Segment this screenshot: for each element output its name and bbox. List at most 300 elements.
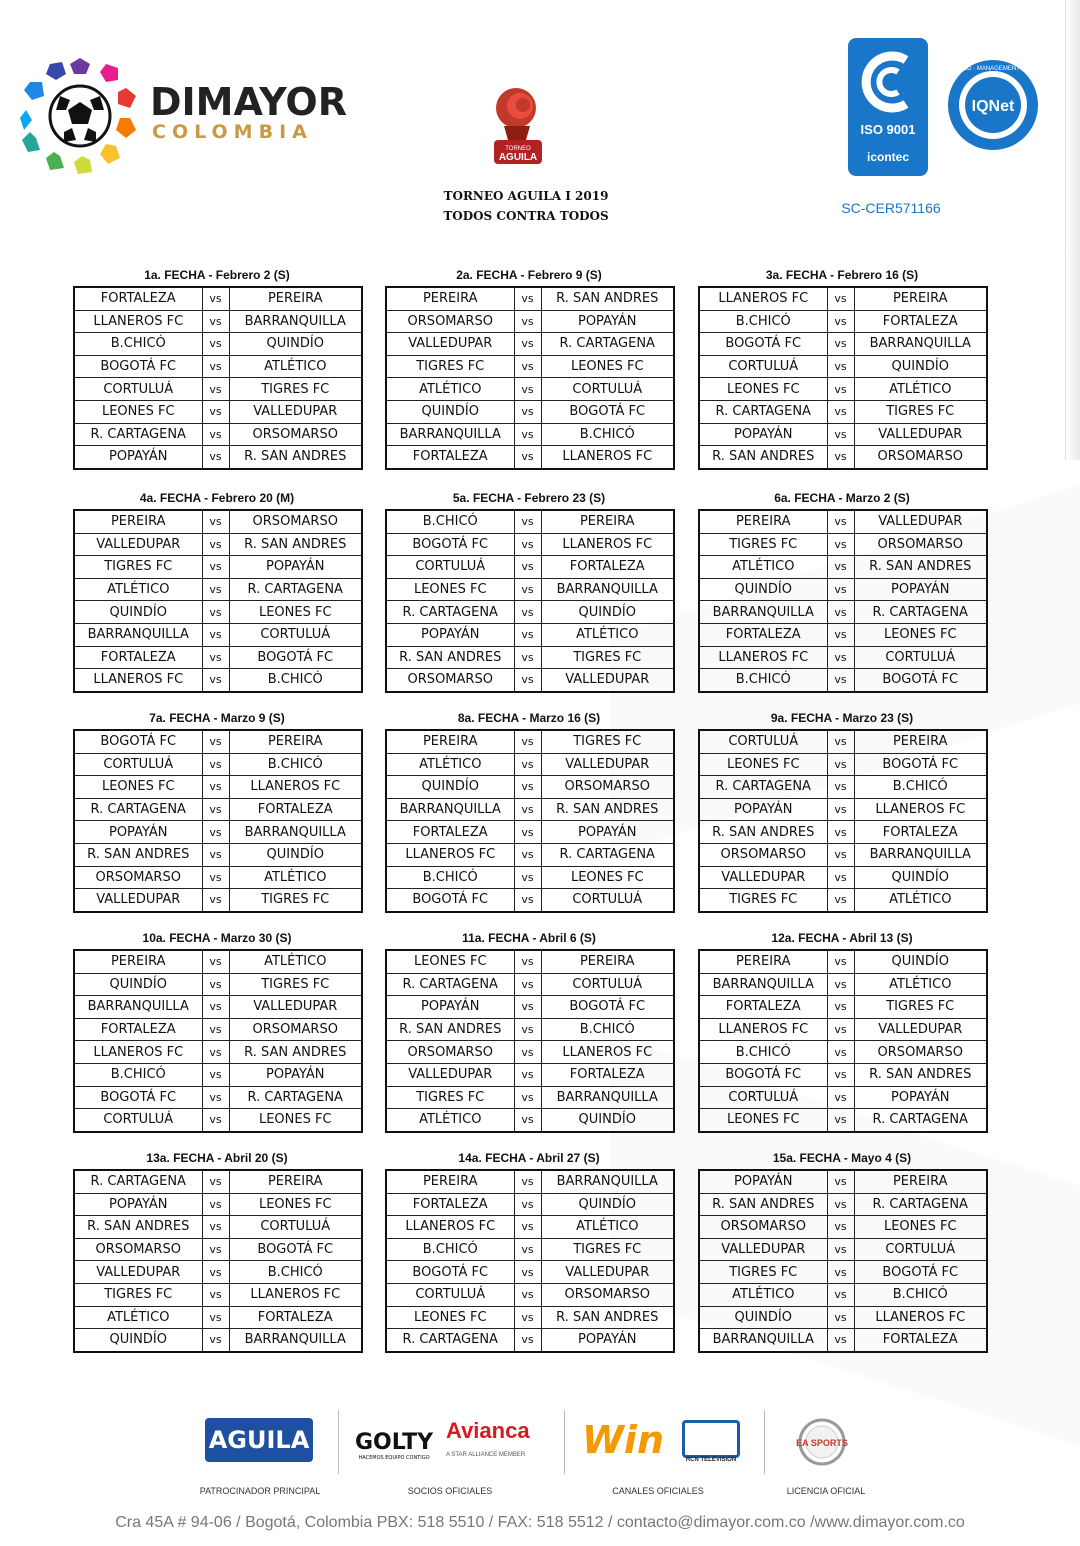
away-team: TIGRES FC: [229, 889, 362, 912]
away-team: QUINDÍO: [229, 333, 362, 356]
avianca-logo: [446, 1418, 530, 1458]
away-team: BOGOTÁ FC: [541, 996, 674, 1019]
home-team: PEREIRA: [386, 287, 514, 310]
match-row: [74, 866, 362, 889]
versus: vs: [827, 1170, 854, 1193]
away-team: QUINDÍO: [854, 866, 987, 889]
versus: vs: [514, 669, 541, 692]
versus: vs: [827, 1306, 854, 1329]
home-team: BARRANQUILLA: [74, 623, 202, 646]
match-row: [74, 578, 362, 601]
match-row: [74, 646, 362, 669]
versus: vs: [202, 776, 229, 799]
match-row: [74, 1063, 362, 1086]
match-table: [385, 509, 675, 693]
match-row: [74, 400, 362, 423]
round-block: [385, 931, 673, 1133]
match-row: [386, 287, 674, 310]
away-team: R. SAN ANDRES: [229, 446, 362, 469]
away-team: PEREIRA: [541, 950, 674, 973]
versus: vs: [202, 843, 229, 866]
match-row: [74, 730, 362, 753]
match-row: [74, 1170, 362, 1193]
away-team: LEONES FC: [229, 601, 362, 624]
match-row: [699, 866, 987, 889]
avianca-name: Avianca: [446, 1418, 530, 1443]
away-team: FORTALEZA: [854, 310, 987, 333]
match-table: [698, 1169, 988, 1353]
round-title: 1a. FECHA - Febrero 2 (S): [144, 268, 290, 282]
home-team: R. SAN ANDRES: [386, 646, 514, 669]
round-block: [385, 711, 673, 913]
home-team: B.CHICÓ: [386, 1238, 514, 1261]
iqnet-label: IQNet: [971, 98, 1015, 115]
home-team: VALLEDUPAR: [74, 889, 202, 912]
home-team: FORTALEZA: [386, 821, 514, 844]
home-team: R. SAN ANDRES: [74, 843, 202, 866]
match-row: [386, 1261, 674, 1284]
versus: vs: [202, 556, 229, 579]
versus: vs: [202, 400, 229, 423]
home-team: ORSOMARSO: [386, 669, 514, 692]
match-row: [699, 753, 987, 776]
sponsor-category: SOCIOS OFICIALES: [407, 1486, 493, 1496]
match-table: [698, 949, 988, 1133]
brand-name: DIMAYOR: [150, 80, 347, 124]
home-team: POPAYÁN: [386, 623, 514, 646]
away-team: ATLÉTICO: [541, 1216, 674, 1239]
home-team: R. SAN ANDRES: [699, 821, 827, 844]
round-block: [73, 491, 361, 693]
home-team: FORTALEZA: [699, 623, 827, 646]
away-team: QUINDÍO: [541, 1193, 674, 1216]
home-team: ORSOMARSO: [74, 866, 202, 889]
round-title: 6a. FECHA - Marzo 2 (S): [774, 491, 910, 505]
home-team: LLANEROS FC: [699, 646, 827, 669]
home-team: LLANEROS FC: [386, 1216, 514, 1239]
match-row: [699, 333, 987, 356]
home-team: CORTULUÁ: [386, 556, 514, 579]
versus: vs: [514, 446, 541, 469]
match-row: [699, 821, 987, 844]
away-team: BOGOTÁ FC: [229, 1238, 362, 1261]
match-row: [74, 798, 362, 821]
match-row: [386, 1193, 674, 1216]
versus: vs: [514, 1086, 541, 1109]
match-row: [386, 821, 674, 844]
away-team: R. CARTAGENA: [854, 1193, 987, 1216]
home-team: PEREIRA: [386, 730, 514, 753]
match-row: [386, 310, 674, 333]
match-row: [699, 996, 987, 1019]
home-team: PEREIRA: [386, 1170, 514, 1193]
match-row: [74, 333, 362, 356]
away-team: B.CHICÓ: [854, 1283, 987, 1306]
match-row: [386, 1063, 674, 1086]
versus: vs: [514, 601, 541, 624]
home-team: LEONES FC: [74, 400, 202, 423]
match-row: [699, 1086, 987, 1109]
match-row: [699, 889, 987, 912]
rcn-label: RCN TELEVISIÓN: [685, 1457, 737, 1463]
away-team: R. CARTAGENA: [854, 1109, 987, 1132]
away-team: R. CARTAGENA: [229, 578, 362, 601]
versus: vs: [202, 578, 229, 601]
away-team: CORTULUÁ: [854, 646, 987, 669]
match-row: [699, 1170, 987, 1193]
away-team: TIGRES FC: [229, 973, 362, 996]
home-team: R. CARTAGENA: [386, 601, 514, 624]
match-row: [699, 355, 987, 378]
match-row: [386, 1170, 674, 1193]
versus: vs: [202, 533, 229, 556]
versus: vs: [827, 996, 854, 1019]
home-team: B.CHICÓ: [699, 310, 827, 333]
home-team: LLANEROS FC: [386, 843, 514, 866]
versus: vs: [514, 996, 541, 1019]
match-row: [386, 578, 674, 601]
home-team: CORTULUÁ: [74, 753, 202, 776]
versus: vs: [827, 730, 854, 753]
versus: vs: [202, 646, 229, 669]
away-team: BARRANQUILLA: [854, 843, 987, 866]
match-row: [74, 753, 362, 776]
away-team: FORTALEZA: [229, 798, 362, 821]
round-block: [385, 491, 673, 693]
away-team: B.CHICÓ: [229, 669, 362, 692]
round-title: 8a. FECHA - Marzo 16 (S): [457, 711, 601, 725]
versus: vs: [827, 1329, 854, 1352]
match-row: [74, 669, 362, 692]
avianca-tagline: A STAR ALLIANCE MEMBER: [446, 1452, 526, 1458]
versus: vs: [514, 730, 541, 753]
away-team: ORSOMARSO: [541, 1283, 674, 1306]
away-team: LEONES FC: [229, 1109, 362, 1132]
iqnet-ring-text: CERTIFIED · MANAGEMENT SYSTEM: [939, 66, 1047, 72]
scrollbar[interactable]: [1065, 0, 1080, 460]
match-table: [73, 286, 363, 470]
match-row: [74, 1283, 362, 1306]
away-team: VALLEDUPAR: [541, 1261, 674, 1284]
away-team: R. SAN ANDRES: [229, 1041, 362, 1064]
home-team: B.CHICÓ: [386, 866, 514, 889]
divider: [764, 1410, 765, 1474]
versus: vs: [202, 889, 229, 912]
home-team: QUINDÍO: [699, 1306, 827, 1329]
iqnet-seal: [939, 58, 1047, 152]
away-team: LLANEROS FC: [541, 446, 674, 469]
home-team: R. CARTAGENA: [699, 776, 827, 799]
home-team: CORTULUÁ: [699, 1086, 827, 1109]
versus: vs: [514, 889, 541, 912]
versus: vs: [202, 973, 229, 996]
away-team: POPAYÁN: [541, 310, 674, 333]
match-row: [74, 423, 362, 446]
versus: vs: [514, 578, 541, 601]
match-row: [699, 623, 987, 646]
versus: vs: [827, 533, 854, 556]
versus: vs: [202, 1238, 229, 1261]
home-team: LEONES FC: [386, 950, 514, 973]
home-team: ATLÉTICO: [74, 578, 202, 601]
home-team: R. SAN ANDRES: [74, 1216, 202, 1239]
match-row: [386, 843, 674, 866]
match-row: [699, 310, 987, 333]
versus: vs: [514, 950, 541, 973]
match-row: [74, 556, 362, 579]
versus: vs: [827, 1283, 854, 1306]
versus: vs: [514, 400, 541, 423]
round-title: 12a. FECHA - Abril 13 (S): [771, 931, 913, 945]
away-team: POPAYÁN: [229, 1063, 362, 1086]
tournament-subtitle: TODOS CONTRA TODOS: [443, 209, 609, 223]
home-team: VALLEDUPAR: [699, 1238, 827, 1261]
away-team: TIGRES FC: [541, 646, 674, 669]
rcn-logo: [682, 1420, 740, 1463]
home-team: VALLEDUPAR: [386, 333, 514, 356]
match-row: [386, 446, 674, 469]
versus: vs: [514, 287, 541, 310]
match-row: [699, 973, 987, 996]
versus: vs: [827, 1063, 854, 1086]
home-team: PEREIRA: [699, 510, 827, 533]
versus: vs: [514, 1329, 541, 1352]
match-row: [74, 843, 362, 866]
trophy-text-top: TORNEO: [505, 146, 531, 152]
home-team: POPAYÁN: [699, 798, 827, 821]
versus: vs: [827, 333, 854, 356]
away-team: PEREIRA: [229, 730, 362, 753]
away-team: CORTULUÁ: [541, 378, 674, 401]
match-row: [699, 1063, 987, 1086]
home-team: LLANEROS FC: [699, 1018, 827, 1041]
match-row: [74, 821, 362, 844]
away-team: BOGOTÁ FC: [854, 753, 987, 776]
home-team: TIGRES FC: [699, 889, 827, 912]
match-row: [699, 1018, 987, 1041]
home-team: B.CHICÓ: [74, 1063, 202, 1086]
versus: vs: [827, 1086, 854, 1109]
versus: vs: [202, 1261, 229, 1284]
home-team: LEONES FC: [699, 378, 827, 401]
match-row: [386, 1216, 674, 1239]
home-team: ORSOMARSO: [74, 1238, 202, 1261]
home-team: ATLÉTICO: [386, 1109, 514, 1132]
match-row: [386, 1041, 674, 1064]
away-team: R. CARTAGENA: [229, 1086, 362, 1109]
home-team: TIGRES FC: [74, 556, 202, 579]
icontec-label: icontec: [866, 150, 909, 164]
versus: vs: [202, 446, 229, 469]
versus: vs: [202, 1086, 229, 1109]
contact-info: Cra 45A # 94-06 / Bogotá, Colombia PBX: 518 5510 / FAX: 518 5512 / contacto@dimayor.com.co /www.dimayor.com.co: [115, 1514, 965, 1531]
round-block: [698, 711, 986, 913]
match-table: [73, 949, 363, 1133]
round-title: 15a. FECHA - Mayo 4 (S): [772, 1151, 912, 1165]
home-team: FORTALEZA: [74, 287, 202, 310]
home-team: ATLÉTICO: [386, 378, 514, 401]
match-row: [699, 1109, 987, 1132]
versus: vs: [202, 821, 229, 844]
match-row: [699, 287, 987, 310]
golty-tagline: HACEMOS EQUIPO CONTIGO: [358, 1455, 430, 1461]
versus: vs: [514, 646, 541, 669]
versus: vs: [827, 287, 854, 310]
away-team: R. SAN ANDRES: [854, 1063, 987, 1086]
away-team: TIGRES FC: [541, 730, 674, 753]
home-team: VALLEDUPAR: [386, 1063, 514, 1086]
versus: vs: [202, 623, 229, 646]
match-row: [386, 1329, 674, 1352]
versus: vs: [827, 578, 854, 601]
iso-certification-badge: [848, 38, 928, 176]
away-team: PEREIRA: [854, 287, 987, 310]
versus: vs: [202, 950, 229, 973]
away-team: FORTALEZA: [229, 1306, 362, 1329]
ea-sports-logo: [798, 1418, 846, 1466]
match-row: [74, 510, 362, 533]
match-row: [74, 287, 362, 310]
home-team: R. SAN ANDRES: [699, 1193, 827, 1216]
versus: vs: [202, 378, 229, 401]
away-team: BARRANQUILLA: [229, 1329, 362, 1352]
versus: vs: [202, 1306, 229, 1329]
ea-label: EA SPORTS: [796, 1438, 848, 1448]
match-row: [386, 510, 674, 533]
round-title: 10a. FECHA - Marzo 30 (S): [142, 931, 292, 945]
match-row: [74, 950, 362, 973]
away-team: QUINDÍO: [854, 355, 987, 378]
away-team: TIGRES FC: [541, 1238, 674, 1261]
versus: vs: [514, 533, 541, 556]
round-block: [73, 711, 361, 913]
home-team: BARRANQUILLA: [386, 798, 514, 821]
match-row: [74, 378, 362, 401]
versus: vs: [202, 310, 229, 333]
away-team: ATLÉTICO: [541, 623, 674, 646]
away-team: CORTULUÁ: [541, 889, 674, 912]
away-team: POPAYÁN: [854, 578, 987, 601]
match-row: [386, 1109, 674, 1132]
round-title: 4a. FECHA - Febrero 20 (M): [139, 491, 295, 505]
away-team: LEONES FC: [541, 355, 674, 378]
away-team: LLANEROS FC: [229, 1283, 362, 1306]
versus: vs: [514, 753, 541, 776]
round-block: [73, 931, 361, 1133]
versus: vs: [514, 1063, 541, 1086]
home-team: B.CHICÓ: [699, 669, 827, 692]
versus: vs: [514, 1261, 541, 1284]
match-row: [386, 1018, 674, 1041]
match-row: [386, 355, 674, 378]
home-team: QUINDÍO: [74, 973, 202, 996]
match-row: [74, 355, 362, 378]
away-team: QUINDÍO: [541, 601, 674, 624]
home-team: TIGRES FC: [386, 1086, 514, 1109]
home-team: PEREIRA: [699, 950, 827, 973]
versus: vs: [827, 1261, 854, 1284]
tournament-heading: [426, 186, 626, 226]
match-row: [699, 843, 987, 866]
away-team: B.CHICÓ: [229, 1261, 362, 1284]
match-row: [386, 1283, 674, 1306]
away-team: B.CHICÓ: [541, 423, 674, 446]
versus: vs: [514, 1170, 541, 1193]
versus: vs: [827, 798, 854, 821]
home-team: LEONES FC: [386, 578, 514, 601]
versus: vs: [514, 973, 541, 996]
home-team: FORTALEZA: [74, 646, 202, 669]
away-team: ORSOMARSO: [229, 1018, 362, 1041]
home-team: TIGRES FC: [74, 1283, 202, 1306]
home-team: TIGRES FC: [699, 533, 827, 556]
match-table: [385, 286, 675, 470]
match-table: [385, 729, 675, 913]
home-team: R. CARTAGENA: [74, 423, 202, 446]
versus: vs: [827, 843, 854, 866]
away-team: FORTALEZA: [541, 1063, 674, 1086]
versus: vs: [514, 1238, 541, 1261]
home-team: BARRANQUILLA: [74, 996, 202, 1019]
versus: vs: [202, 1170, 229, 1193]
home-team: FORTALEZA: [386, 1193, 514, 1216]
match-row: [74, 973, 362, 996]
away-team: B.CHICÓ: [854, 776, 987, 799]
away-team: FORTALEZA: [854, 821, 987, 844]
away-team: FORTALEZA: [541, 556, 674, 579]
versus: vs: [202, 1193, 229, 1216]
round-title: 7a. FECHA - Marzo 9 (S): [149, 711, 285, 725]
home-team: POPAYÁN: [699, 423, 827, 446]
versus: vs: [514, 510, 541, 533]
golty-name: GOLTY: [355, 1430, 434, 1455]
away-team: ATLÉTICO: [854, 889, 987, 912]
away-team: VALLEDUPAR: [854, 510, 987, 533]
match-row: [699, 1193, 987, 1216]
away-team: VALLEDUPAR: [854, 423, 987, 446]
round-block: [73, 1151, 361, 1353]
match-table: [73, 729, 363, 913]
away-team: BARRANQUILLA: [854, 333, 987, 356]
home-team: ATLÉTICO: [74, 1306, 202, 1329]
versus: vs: [827, 446, 854, 469]
away-team: LLANEROS FC: [541, 1041, 674, 1064]
versus: vs: [827, 1216, 854, 1239]
away-team: BARRANQUILLA: [229, 821, 362, 844]
versus: vs: [202, 798, 229, 821]
home-team: LLANEROS FC: [74, 669, 202, 692]
versus: vs: [514, 1041, 541, 1064]
home-team: FORTALEZA: [74, 1018, 202, 1041]
versus: vs: [514, 333, 541, 356]
home-team: ATLÉTICO: [699, 556, 827, 579]
match-row: [386, 753, 674, 776]
home-team: CORTULUÁ: [699, 730, 827, 753]
away-team: LLANEROS FC: [854, 798, 987, 821]
match-row: [699, 578, 987, 601]
away-team: PEREIRA: [229, 287, 362, 310]
versus: vs: [514, 623, 541, 646]
versus: vs: [827, 1238, 854, 1261]
versus: vs: [827, 1109, 854, 1132]
away-team: ORSOMARSO: [854, 1041, 987, 1064]
versus: vs: [202, 1216, 229, 1239]
match-row: [699, 1261, 987, 1284]
aguila-logo: AGUILA: [205, 1418, 313, 1462]
home-team: POPAYÁN: [74, 446, 202, 469]
versus: vs: [827, 310, 854, 333]
match-row: [74, 601, 362, 624]
